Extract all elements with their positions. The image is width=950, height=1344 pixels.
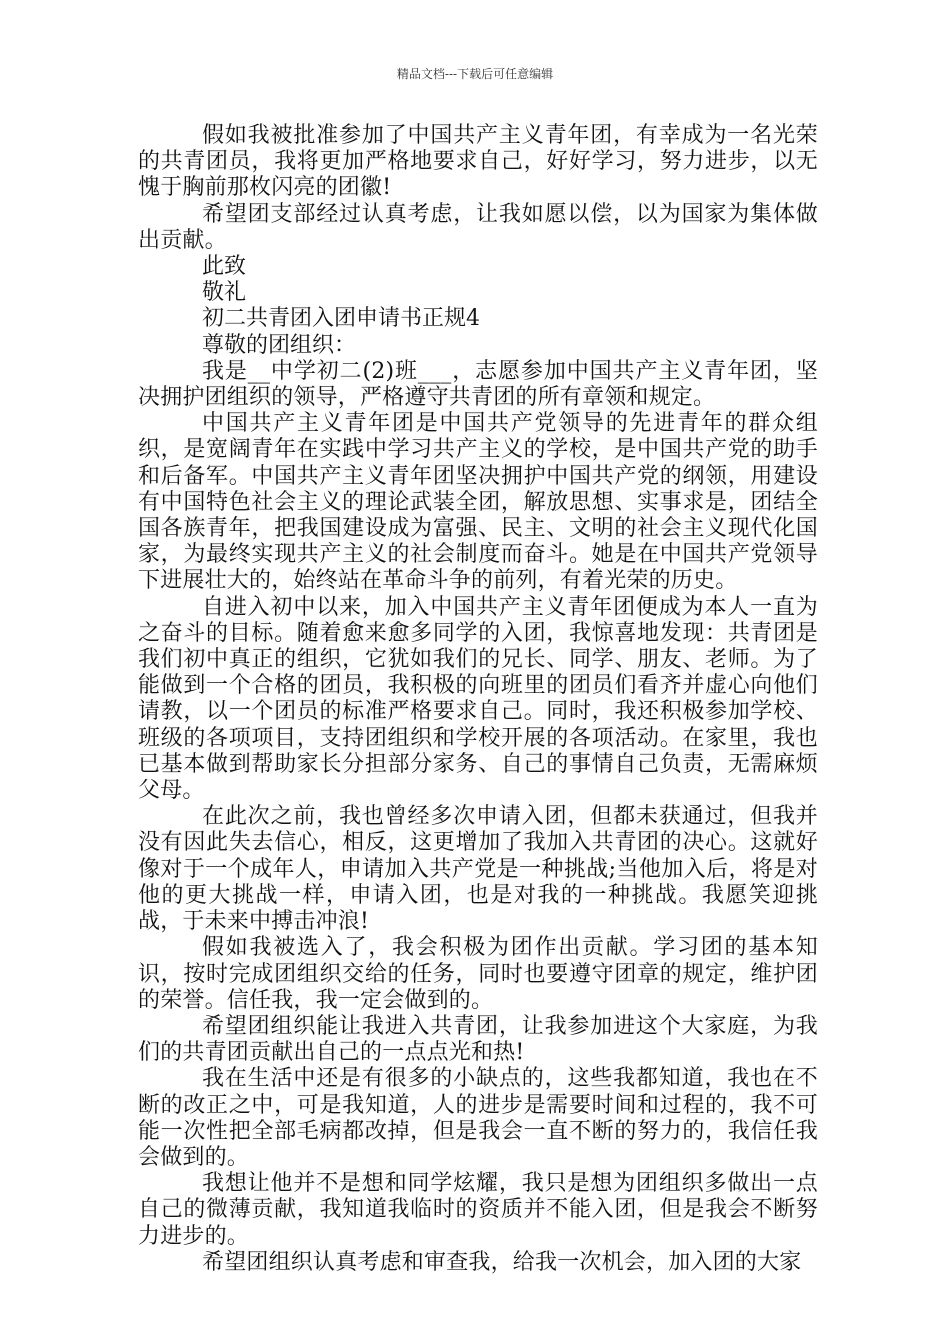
paragraph-goal: 自进入初中以来，加入中国共产主义青年团便成为本人一直为之奋斗的目标。随着愈来愈多同学的入团，我惊喜地发现：共青团是我们初中真正的组织，它犹如我们的兄长、同学、朋友、老师。为了能做到一个合格的团员，我积极的向班里的团员们看齐并虚心向他们请教，以一个团员的标准严格要求自己。同时，我还积极参加学校、班级的各项项目，支持团组织和学校开展的各项活动。在家里，我也已基本做到帮助家长分担部分家务、自己的事情自己负责，无需麻烦父母。 <box>138 594 818 804</box>
paragraph-motivation: 我想让他并不是想和同学炫耀，我只是想为团组织多做出一点自己的微薄贡献，我知道我临时的资质并不能入团，但是我会不断努力进步的。 <box>138 1171 818 1249</box>
paragraph-shortcomings: 我在生活中还是有很多的小缺点的，这些我都知道，我也在不断的改正之中，可是我知道，人的进步是需要时间和过程的，我不可能一次性把全部毛病都改掉，但是我会一直不断的努力的，我信任我会做到的。 <box>138 1066 818 1170</box>
paragraph-contribution: 假如我被选入了，我会积极为团作出贡献。学习团的基本知识，按时完成团组织交给的任务，同时也要遵守团章的规定，维护团的荣誉。信任我，我一定会做到的。 <box>138 935 818 1013</box>
paragraph-final: 希望团组织认真考虑和审查我，给我一次机会，加入团的大家 <box>202 1249 802 1275</box>
document-body <box>138 123 818 1276</box>
paragraph-league-description: 中国共产主义青年团是中国共产党领导的先进青年的群众组织，是宽阔青年在实践中学习共产主义的学校，是中国共产党的助手和后备军。中国共产主义青年团坚决拥护中国共产党的纲领，用建设有中国特色社会主义的理论武装全团，解放思想、实事求是，团结全国各族青年，把我国建设成为富强、民主、文明的社会主义现代化国家，为最终实现共产主义的社会制度而奋斗。她是在中国共产党领导下进展壮大的，始终站在革命斗争的前列，有着光荣的历史。 <box>138 411 818 594</box>
closing-line-cizhi: 此致 <box>202 254 247 280</box>
page-header: 精品文档---下载后可任意编辑 <box>396 67 554 81</box>
paragraph-1: 假如我被批准参加了中国共产主义青年团，有幸成为一名光荣的共青团员，我将更加严格地要求自己，好好学习，努力进步，以无愧于胸前那枚闪亮的团徽! <box>138 123 818 201</box>
paragraph-hope: 希望团组织能让我进入共青团，让我参加进这个大家庭，为我们的共青团贡献出自己的一点点光和热! <box>138 1013 818 1066</box>
paragraph-2: 希望团支部经过认真考虑，让我如愿以偿，以为国家为集体做出贡献。 <box>138 201 818 253</box>
closing-line-jingli: 敬礼 <box>202 280 247 306</box>
section-title: 初二共青团入团申请书正规4 <box>202 306 480 332</box>
paragraph-intro: 我是__中学初二(2)班___，志愿参加中国共产主义青年团，坚决拥护团组织的领导，严格遵守共青团的所有章领和规定。 <box>138 358 818 411</box>
salutation: 尊敬的团组织： <box>202 332 357 358</box>
paragraph-previous-attempts: 在此次之前，我也曾经多次申请入团，但都未获通过，但我并没有因此失去信心，相反，这更增加了我加入共青团的决心。这就好像对于一个成年人，申请加入共产党是一种挑战;当他加入后，将是对他的更大挑战一样，申请入团，也是对我的一种挑战。我愿笑迎挑战，于未来中搏击冲浪! <box>138 804 818 935</box>
